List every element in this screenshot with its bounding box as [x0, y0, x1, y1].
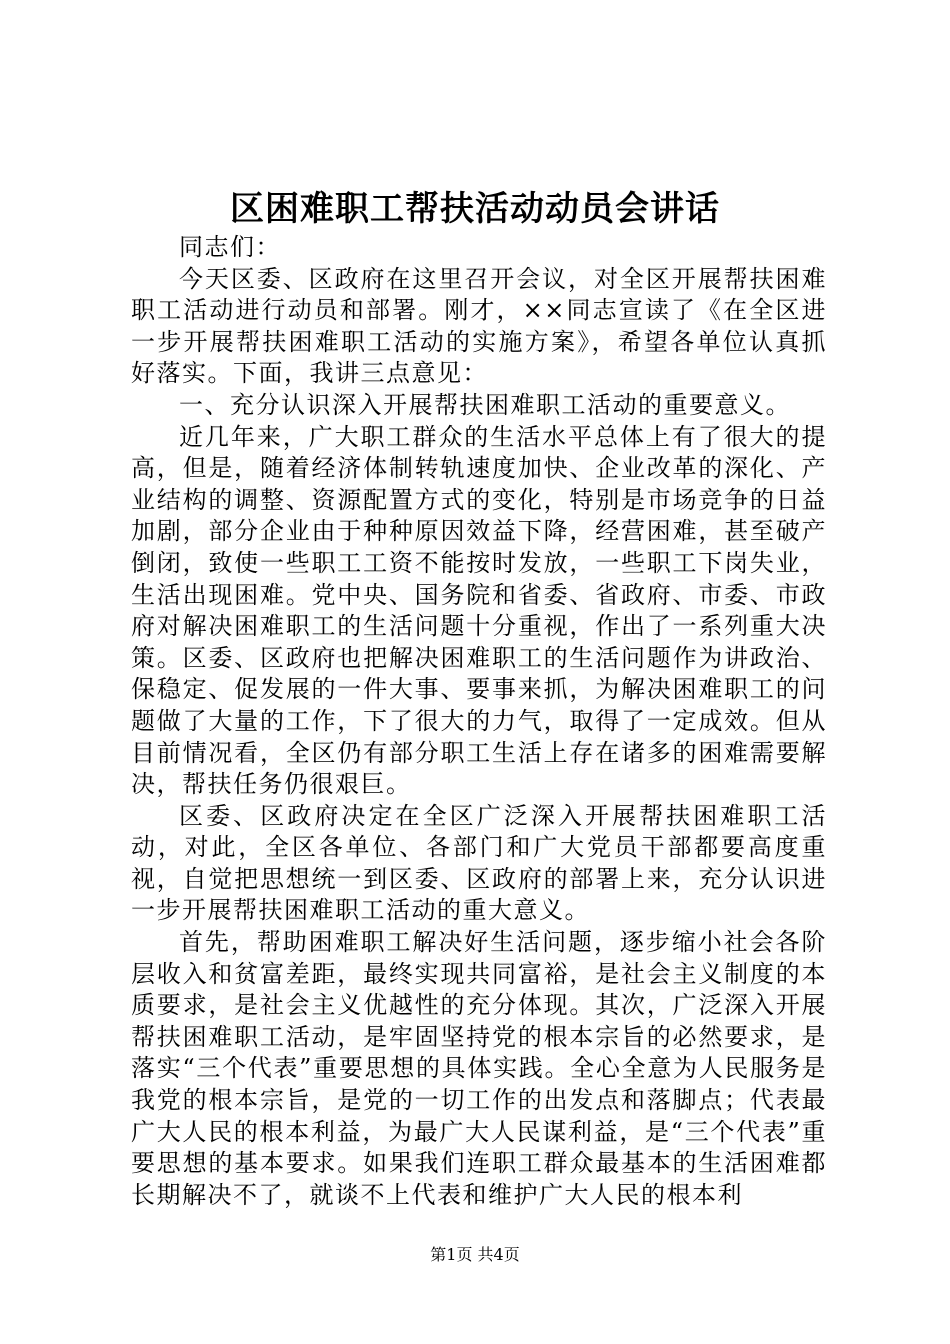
paragraph: 区委、区政府决定在全区广泛深入开展帮扶困难职工活动，对此，全区各单位、各部门和广大党员干部都要高度重视，自觉把思想统一到区委、区政府的部署上来，充分认识进一步开展帮扶困难职工活动的重大意义。: [131, 801, 827, 925]
paragraph: 首先，帮助困难职工解决好生活问题，逐步缩小社会各阶层收入和贫富差距，最终实现共同富裕，是社会主义制度的本质要求，是社会主义优越性的充分体现。其次，广泛深入开展帮扶困难职工活动，是牢固坚持党的根本宗旨的必然要求，是落实“三个代表”重要思想的具体实践。全心全意为人民服务是我党的根本宗旨，是党的一切工作的出发点和落脚点；代表最广大人民的根本利益，为最广大人民谋利益，是“三个代表”重要思想的基本要求。如果我们连职工群众最基本的生活困难都长期解决不了，就谈不上代表和维护广大人民的根本利: [131, 928, 827, 1209]
paragraph: 今天区委、区政府在这里召开会议，对全区开展帮扶困难职工活动进行动员和部署。刚才，××同志宣读了《在全区进一步开展帮扶困难职工活动的实施方案》，希望各单位认真抓好落实。下面，我讲三点意见：: [131, 264, 827, 388]
page-footer: 第1页 共4页: [430, 1245, 520, 1264]
section-heading: 一、充分认识深入开展帮扶困难职工活动的重要意义。: [179, 390, 791, 419]
document-title: 区困难职工帮扶活动动员会讲话: [230, 189, 720, 229]
salutation: 同志们：: [179, 233, 281, 261]
document-body: [131, 232, 827, 1211]
paragraph: 近几年来，广大职工群众的生活水平总体上有了很大的提高，但是，随着经济体制转轨速度加快、企业改革的深化、产业结构的调整、资源配置方式的变化，特别是市场竞争的日益加剧，部分企业由于种种原因效益下降，经营困难，甚至破产倒闭，致使一些职工工资不能按时发放，一些职工下岗失业，生活出现困难。党中央、国务院和省委、省政府、市委、市政府对解决困难职工的生活问题十分重视，作出了一系列重大决策。区委、区政府也把解决困难职工的生活问题作为讲政治、保稳定、促发展的一件大事、要事来抓，为解决困难职工的问题做了大量的工作，下了很大的力气，取得了一定成效。但从目前情况看，全区仍有部分职工生活上存在诸多的困难需要解决，帮扶任务仍很艰巨。: [131, 422, 827, 799]
